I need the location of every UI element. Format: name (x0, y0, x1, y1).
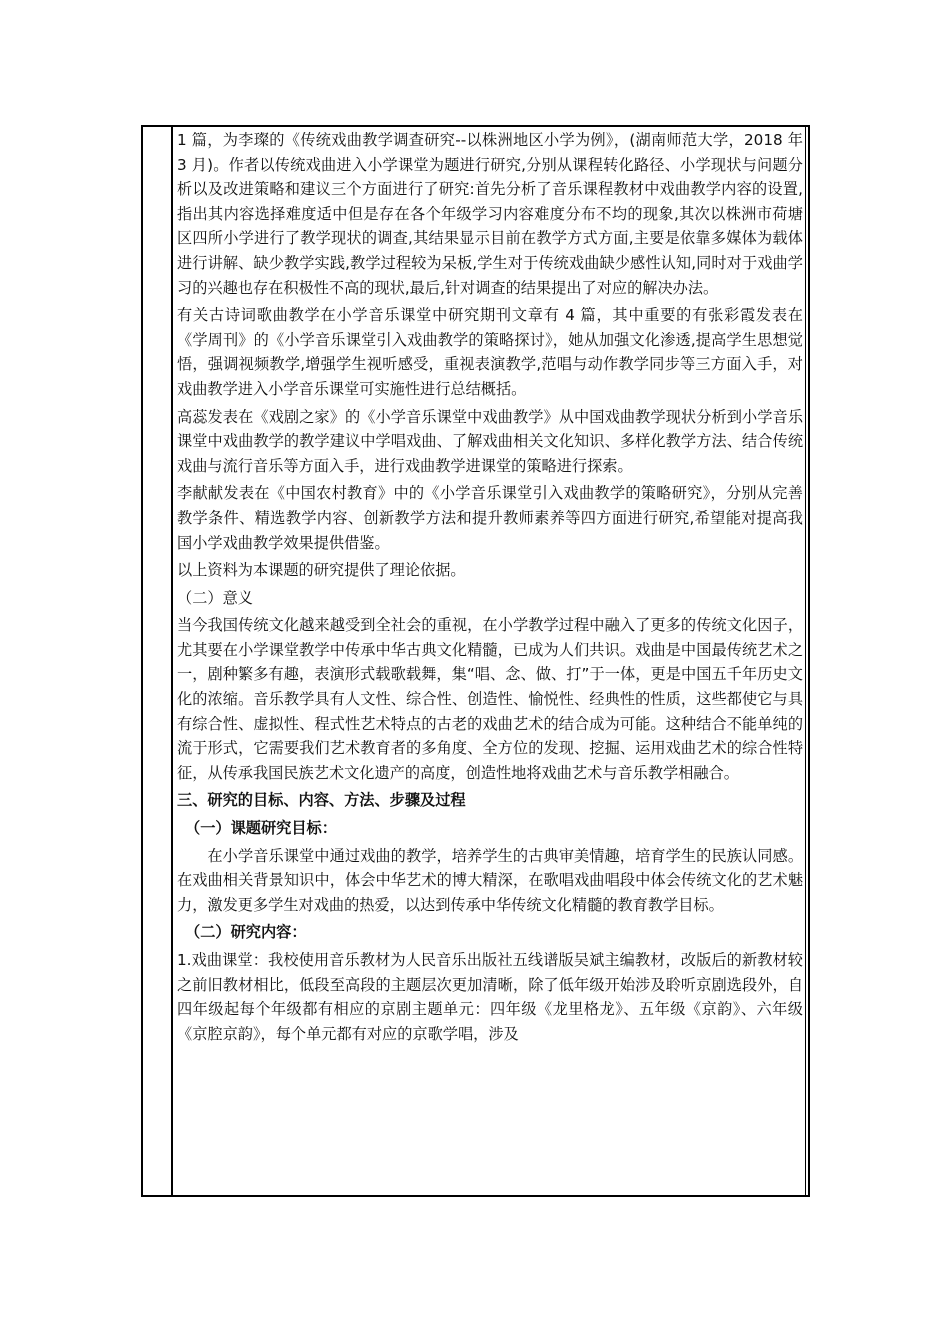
literature-review-paragraph-4: 李献献发表在《中国农村教育》中的《小学音乐课堂引入戏曲教学的策略研究》，分别从完善教学条件、精选教学内容、创新教学方法和提升教师素养等四方面进行研究,希望能对提高我国小学戏曲教学效果提供借鉴。 (177, 484, 803, 552)
document-body (177, 128, 803, 1046)
research-goal-heading: （一）课题研究目标： (185, 819, 337, 838)
table-left-column-divider (171, 125, 173, 1197)
section-3-heading: 三、研究的目标、内容、方法、步骤及过程 (177, 791, 466, 810)
literature-review-paragraph-2: 有关古诗词歌曲教学在小学音乐课堂中研究期刊文章有 4 篇，其中重要的有张彩霞发表在《学周刊》的《小学音乐课堂引入戏曲教学的策略探讨》，她从加强文化渗透,提高学生思想觉悟，强调视频教学,增强学生视听感受，重视表演教学,范唱与动作教学同步等三方面入手，对戏曲教学进入小学音乐课堂可实施性进行总结概括。 (177, 306, 803, 398)
meaning-paragraph: 当今我国传统文化越来越受到全社会的重视，在小学教学过程中融入了更多的传统文化因子，尤其要在小学课堂教学中传承中华古典文化精髓，已成为人们共识。戏曲是中国最传统艺术之一，剧种繁多有趣，表演形式载歌载舞，集“唱、念、做、打”于一体，更是中国五千年历史文化的浓缩。音乐教学具有人文性、综合性、创造性、愉悦性、经典性的性质，这些都使它与具有综合性、虚拟性、程式性艺术特点的古老的戏曲艺术的结合成为可能。这种结合不能单纯的流于形式，它需要我们艺术教育者的多角度、全方位的发现、挖掘、运用戏曲艺术的综合性特征，从传承我国民族艺术文化遗产的高度，创造性地将戏曲艺术与音乐教学相融合。 (177, 616, 803, 782)
research-content-paragraph-1: 1.戏曲课堂：我校使用音乐教材为人民音乐出版社五线谱版吴斌主编教材，改版后的新教材较之前旧教材相比，低段至高段的主题层次更加清晰，除了低年级开始涉及聆听京剧选段外，自四年级起每个年级都有相应的京剧主题单元：四年级《龙里格龙》、五年级《京韵》、六年级《京腔京韵》，每个单元都有对应的京歌学唱，涉及 (177, 951, 803, 1043)
meaning-heading: （二）意义 (177, 588, 253, 607)
literature-review-paragraph-3: 高蕊发表在《戏剧之家》的《小学音乐课堂中戏曲教学》从中国戏曲教学现状分析到小学音乐课堂中戏曲教学的教学建议中学唱戏曲、了解戏曲相关文化知识、多样化教学方法、结合传统戏曲与流行音乐等方面入手，进行戏曲教学进课堂的策略进行探索。 (177, 407, 803, 475)
research-content-heading: （二）研究内容： (185, 923, 307, 942)
table-right-inner-border (805, 125, 806, 1197)
research-goal-paragraph: 在小学音乐课堂中通过戏曲的教学，培养学生的古典审美情趣，培育学生的民族认同感。在戏曲相关背景知识中，体会中华艺术的博大精深，在歌唱戏曲唱段中体会传统文化的艺术魅力，激发更多学生对戏曲的热爱，以达到传承中华传统文化精髓的教育教学目标。 (177, 846, 803, 914)
literature-review-paragraph-1: 1 篇，为李璨的《传统戏曲教学调查研究--以株洲地区小学为例》，(湖南师范大学，2018 年 3 月)。作者以传统戏曲进入小学课堂为题进行研究,分别从课程转化路径、小学现状与问题分析以及改进策略和建议三个方面进行了研究:首先分析了音乐课程教材中戏曲教学内容的设置,指出其内容选择难度适中但是存在各个年级学习内容难度分布不均的现象,其次以株洲市荷塘区四所小学进行了教学现状的调查,其结果显示目前在教学方式方面,主要是依靠多媒体为载体进行讲解、缺少教学实践,教学过程较为呆板,学生对于传统戏曲缺少感性认知,同时对于戏曲学习的兴趣也存在积极性不高的现状,最后,针对调查的结果提出了对应的解决办法。 (177, 131, 803, 297)
literature-review-summary: 以上资料为本课题的研究提供了理论依据。 (177, 561, 466, 580)
